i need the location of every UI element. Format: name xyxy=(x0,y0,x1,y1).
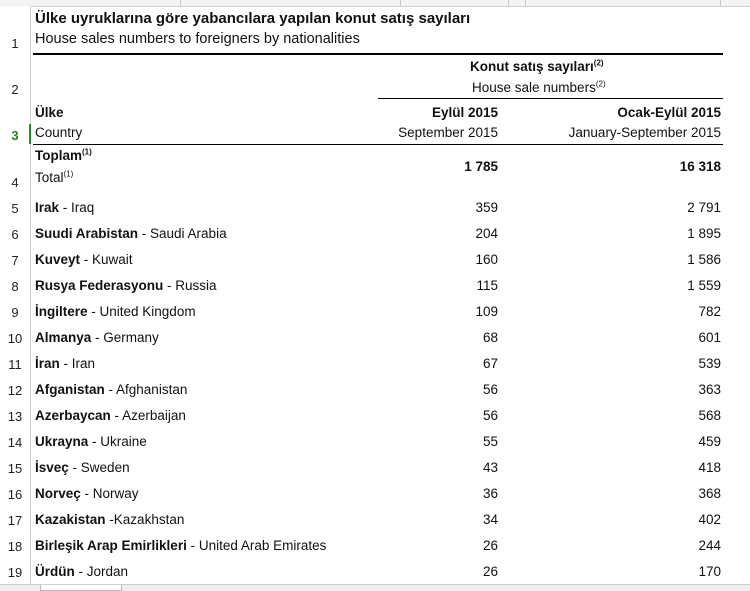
header-rule xyxy=(33,144,723,145)
table-cell-january-september: 1 559 xyxy=(687,278,721,293)
total-september: 1 785 xyxy=(464,159,498,174)
table-cell-september: 55 xyxy=(482,434,498,449)
table-cell-september: 56 xyxy=(482,408,498,423)
table-row-country: Suudi Arabistan - Saudi Arabia xyxy=(35,226,227,241)
col2-header-tr: Ocak-Eylül 2015 xyxy=(617,105,721,120)
table-cell-january-september: 402 xyxy=(698,512,721,527)
column-divider xyxy=(525,0,526,6)
column-header-strip xyxy=(0,0,750,7)
table-cell-september: 36 xyxy=(482,486,498,501)
table-row-country: İsveç - Sweden xyxy=(35,460,130,475)
column-divider xyxy=(720,0,721,6)
table-row-country: Birleşik Arap Emirlikleri - United Arab Emirates xyxy=(35,538,327,553)
table-row-country: Afganistan - Afghanistan xyxy=(35,382,188,397)
table-cell-january-september: 782 xyxy=(698,304,721,319)
table-row-country: Kuveyt - Kuwait xyxy=(35,252,133,267)
row-number[interactable]: 9 xyxy=(11,305,19,320)
table-cell-september: 67 xyxy=(482,356,498,371)
row-number[interactable]: 13 xyxy=(7,409,23,424)
sheet-tab[interactable] xyxy=(40,585,122,591)
row-number[interactable]: 12 xyxy=(7,383,23,398)
table-row-country: Ukrayna - Ukraine xyxy=(35,434,147,449)
table-cell-september: 56 xyxy=(482,382,498,397)
country-header-tr: Ülke xyxy=(35,105,64,120)
row-number[interactable]: 17 xyxy=(7,513,23,528)
group-header-rule xyxy=(378,98,723,99)
table-cell-january-september: 170 xyxy=(698,564,721,579)
table-cell-september: 204 xyxy=(475,226,498,241)
table-title-en: House sales numbers to foreigners by nationalities xyxy=(35,31,360,47)
table-row-country: İngiltere - United Kingdom xyxy=(35,304,196,319)
column-divider xyxy=(508,0,509,6)
table-cell-january-september: 418 xyxy=(698,460,721,475)
table-cell-january-september: 568 xyxy=(698,408,721,423)
col1-header-tr: Eylül 2015 xyxy=(431,105,498,120)
table-cell-september: 34 xyxy=(482,512,498,527)
table-cell-september: 43 xyxy=(482,460,498,475)
col2-header-en: January-September 2015 xyxy=(568,125,721,140)
row-number[interactable]: 19 xyxy=(7,565,23,580)
group-header-en: House sale numbers$^{(2)}$ xyxy=(472,79,606,95)
total-january-september: 16 318 xyxy=(679,159,721,174)
table-cell-january-september: 601 xyxy=(698,330,721,345)
table-row-country: Almanya - Germany xyxy=(35,330,159,345)
table-cell-january-september: 1 586 xyxy=(687,252,721,267)
table-cell-january-september: 368 xyxy=(698,486,721,501)
table-cell-september: 359 xyxy=(475,200,498,215)
table-row-country: Kazakistan -Kazakhstan xyxy=(35,512,185,527)
table-cell-september: 115 xyxy=(476,278,498,293)
row-number-selected[interactable]: 3 xyxy=(0,128,30,143)
table-cell-september: 26 xyxy=(482,538,498,553)
row-number[interactable]: 16 xyxy=(7,487,23,502)
column-divider xyxy=(400,0,401,6)
country-header-en: Country xyxy=(35,125,83,140)
table-row-country: Ürdün - Jordan xyxy=(35,564,129,579)
total-label-en: Total$^{(1)}$ xyxy=(35,169,74,185)
table-cell-september: 26 xyxy=(482,564,498,579)
row-header-column xyxy=(0,6,31,586)
table-row-country: İran - Iran xyxy=(35,356,96,371)
row-number[interactable]: 4 xyxy=(11,175,19,190)
table-cell-january-september: 539 xyxy=(698,356,721,371)
table-row-country: Irak - Iraq xyxy=(35,200,95,215)
table-cell-september: 68 xyxy=(482,330,498,345)
table-row-country: Azerbaycan - Azerbaijan xyxy=(35,408,186,423)
total-label-tr: Toplam$^{(1)}$ xyxy=(35,147,92,163)
column-divider xyxy=(180,0,181,6)
col1-header-en: September 2015 xyxy=(398,125,498,140)
group-header-tr: Konut satış sayıları$^{(2)}$ xyxy=(470,58,604,74)
table-row-country: Norveç - Norway xyxy=(35,486,139,501)
row-number[interactable]: 18 xyxy=(7,539,23,554)
table-cell-september: 160 xyxy=(475,252,498,267)
row-number[interactable]: 8 xyxy=(11,279,19,294)
title-rule xyxy=(33,53,723,55)
table-row-country: Rusya Federasyonu - Russia xyxy=(35,278,217,293)
table-cell-january-september: 459 xyxy=(698,434,721,449)
table-title-tr: Ülke uyruklarına göre yabancılara yapılan konut satış sayıları xyxy=(35,10,471,27)
row-number[interactable]: 6 xyxy=(11,227,19,242)
table-cell-september: 109 xyxy=(475,304,498,319)
row-number[interactable]: 7 xyxy=(11,253,19,268)
row-number[interactable]: 2 xyxy=(11,82,19,97)
row-number[interactable]: 10 xyxy=(7,331,23,346)
table-cell-january-september: 363 xyxy=(698,382,721,397)
row-number[interactable]: 11 xyxy=(8,357,22,372)
table-cell-january-september: 1 895 xyxy=(687,226,721,241)
row-number[interactable]: 1 xyxy=(11,36,19,51)
row-number[interactable]: 5 xyxy=(11,201,19,216)
table-cell-january-september: 2 791 xyxy=(687,200,721,215)
row-number[interactable]: 15 xyxy=(7,461,23,476)
table-cell-january-september: 244 xyxy=(698,538,721,553)
row-number[interactable]: 14 xyxy=(7,435,23,450)
